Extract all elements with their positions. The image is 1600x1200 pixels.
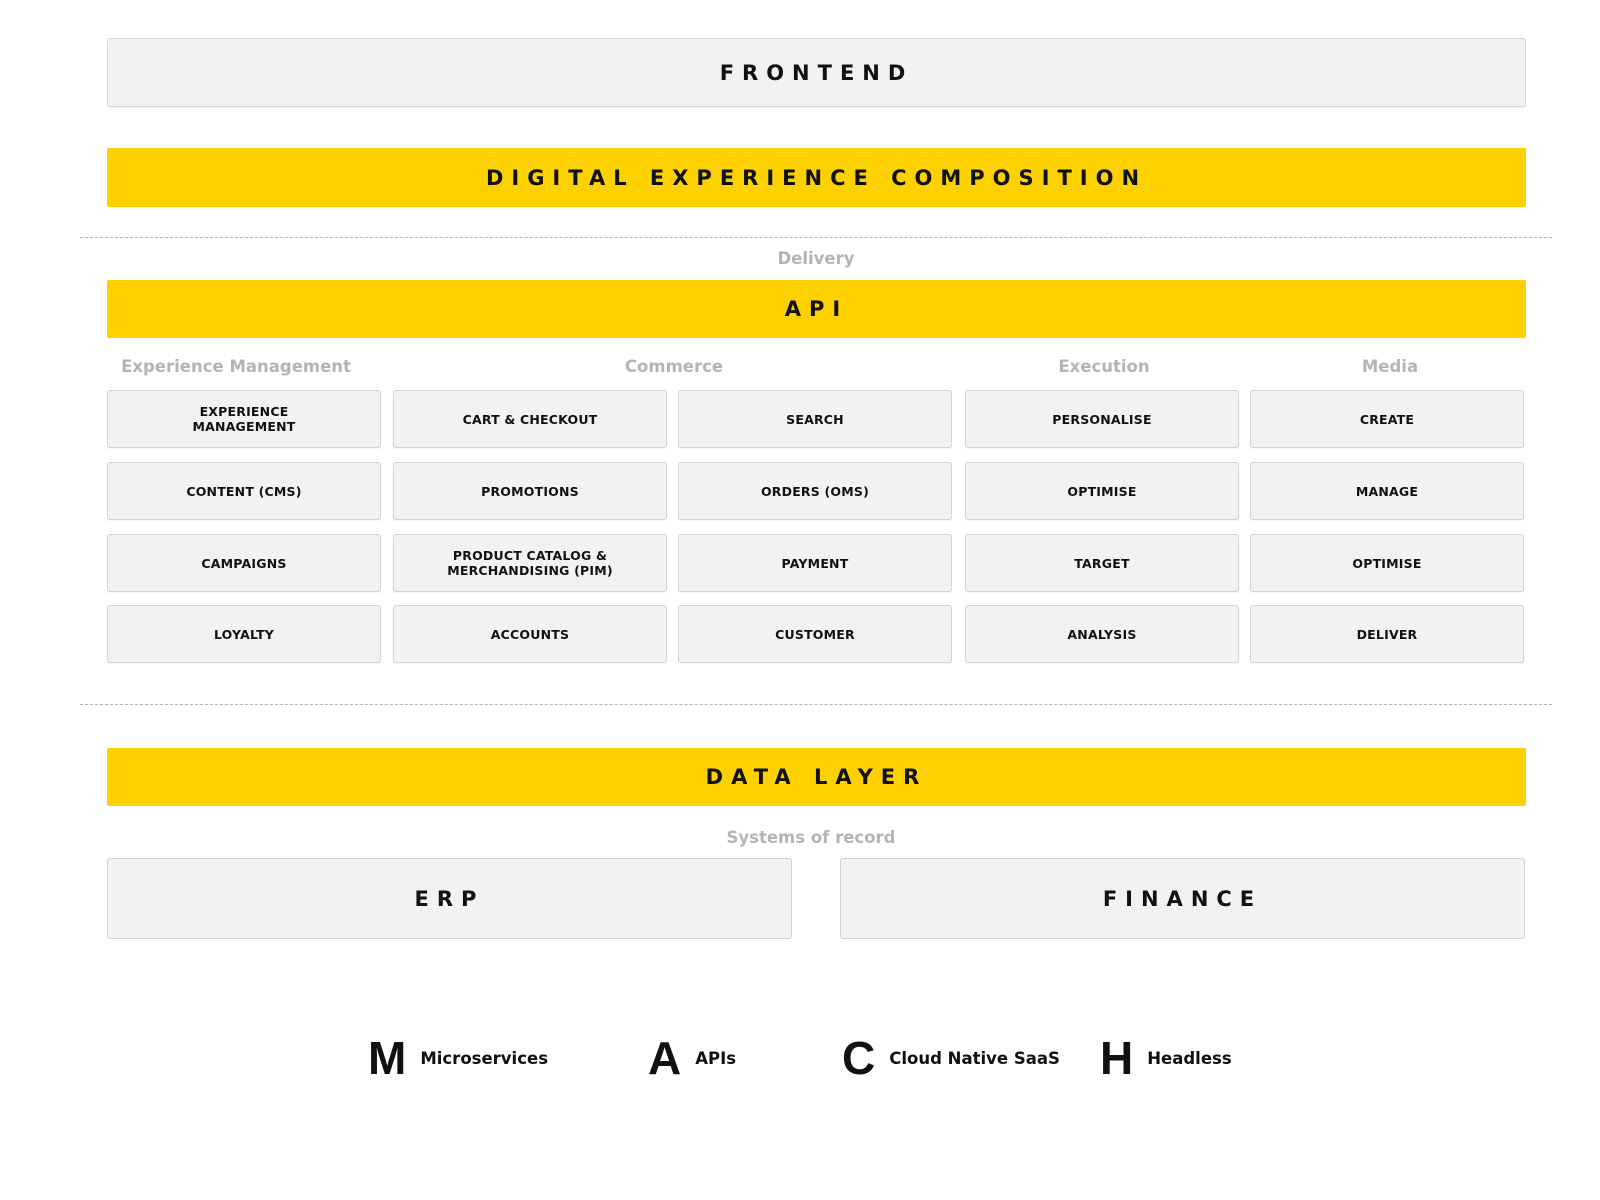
column-header-media: Media (1361, 357, 1419, 376)
delivery-divider-bottom (80, 704, 1552, 705)
column-header-commerce: Commerce (624, 357, 724, 376)
legend-item-headless (1100, 1032, 1232, 1084)
capability-box: DELIVER (1250, 605, 1524, 663)
capability-box: OPTIMISE (1250, 534, 1524, 592)
legend-label: Cloud Native SaaS (889, 1048, 1060, 1068)
capability-box: MANAGE (1250, 462, 1524, 520)
capability-box: OPTIMISE (965, 462, 1239, 520)
delivery-caption: Delivery (777, 249, 855, 268)
legend-h-icon: H (1100, 1032, 1134, 1084)
capability-box: CREATE (1250, 390, 1524, 448)
capability-box: CUSTOMER (678, 605, 952, 663)
frontend-layer: FRONTEND (107, 38, 1526, 107)
capability-box: PROMOTIONS (393, 462, 667, 520)
capability-box: CART & CHECKOUT (393, 390, 667, 448)
erp-box: ERP (107, 858, 792, 939)
legend-label: Microservices (420, 1048, 549, 1068)
data-layer: DATA LAYER (107, 748, 1526, 806)
column-header-experience-management: Experience Management (121, 357, 351, 376)
legend-c-icon: C (842, 1032, 876, 1084)
capability-box: CONTENT (CMS) (107, 462, 381, 520)
finance-box: FINANCE (840, 858, 1525, 939)
capability-box: TARGET (965, 534, 1239, 592)
capability-box: LOYALTY (107, 605, 381, 663)
api-layer: API (107, 280, 1526, 338)
capability-box: SEARCH (678, 390, 952, 448)
digital-experience-composition-layer: DIGITAL EXPERIENCE COMPOSITION (107, 148, 1526, 207)
capability-box: PAYMENT (678, 534, 952, 592)
legend-a-icon: A (648, 1032, 682, 1084)
capability-box: PRODUCT CATALOG & MERCHANDISING (PIM) (393, 534, 667, 592)
capability-box: CAMPAIGNS (107, 534, 381, 592)
capability-box: ANALYSIS (965, 605, 1239, 663)
column-header-execution: Execution (1058, 357, 1150, 376)
legend-item-apis (648, 1032, 737, 1084)
capability-box: EXPERIENCE MANAGEMENT (107, 390, 381, 448)
legend-item-cloud-native-saas (842, 1032, 1060, 1084)
capability-box: ORDERS (OMS) (678, 462, 952, 520)
legend-m-icon: M (368, 1032, 407, 1084)
legend-item-microservices (368, 1032, 549, 1084)
systems-of-record-caption: Systems of record (726, 828, 896, 847)
capability-box: PERSONALISE (965, 390, 1239, 448)
delivery-divider-top (80, 237, 1552, 238)
legend-label: APIs (695, 1048, 737, 1068)
legend-label: Headless (1147, 1048, 1232, 1068)
capability-box: ACCOUNTS (393, 605, 667, 663)
